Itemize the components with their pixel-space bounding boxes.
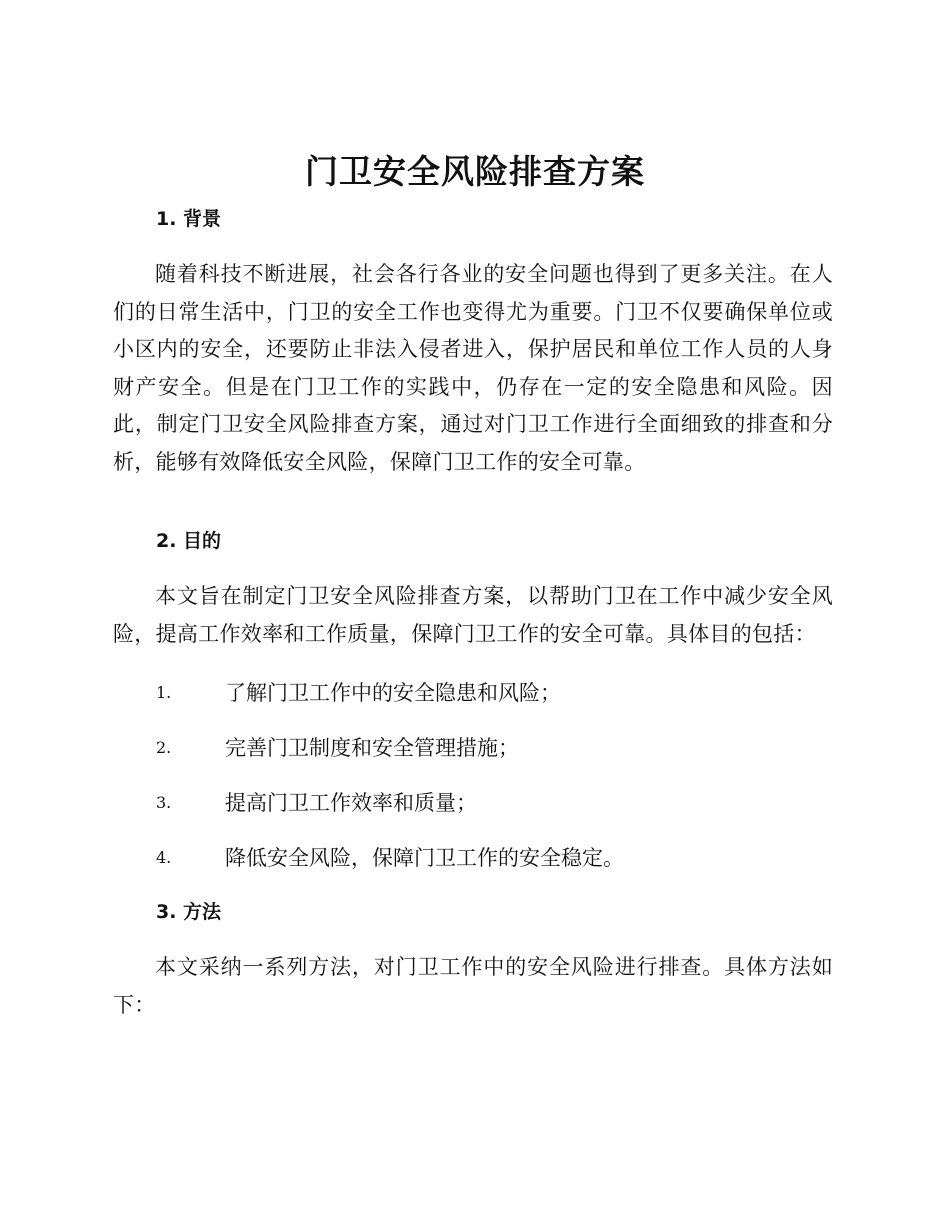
list-item-number: 4.	[156, 848, 172, 867]
list-item-text: 降低安全风险，保障门卫工作的安全稳定。	[225, 846, 624, 870]
document-title: 门卫安全风险排查方案	[305, 152, 645, 191]
section-heading-purpose: 2. 目的	[156, 530, 222, 552]
list-item-number: 2.	[156, 738, 172, 757]
list-item-number: 3.	[156, 793, 172, 812]
list-item-text: 提高门卫工作效率和质量；	[225, 791, 477, 815]
list-item	[156, 843, 836, 873]
section-heading-background: 1. 背景	[156, 208, 222, 230]
list-item	[156, 678, 836, 708]
purpose-paragraph: 本文旨在制定门卫安全风险排查方案，以帮助门卫在工作中减少安全风险，提高工作效率和工作质量，保障门卫工作的安全可靠。具体目的包括：	[113, 584, 833, 646]
list-item-number: 1.	[156, 683, 172, 702]
method-paragraph: 本文采纳一系列方法，对门卫工作中的安全风险进行排查。具体方法如下：	[113, 955, 833, 1017]
list-item	[156, 788, 836, 818]
list-item	[156, 733, 836, 763]
section-heading-method: 3. 方法	[156, 901, 222, 923]
background-paragraph: 随着科技不断进展，社会各行各业的安全问题也得到了更多关注。在人们的日常生活中，门卫的安全工作也变得尤为重要。门卫不仅要确保单位或小区内的安全，还要防止非法入侵者进入，保护居民和单位工作人员的人身财产安全。但是在门卫工作的实践中，仍存在一定的安全隐患和风险。因此，制定门卫安全风险排查方案，通过对门卫工作进行全面细致的排查和分析，能够有效降低安全风险，保障门卫工作的安全可靠。	[113, 262, 833, 474]
list-item-text: 完善门卫制度和安全管理措施；	[225, 736, 519, 760]
list-item-text: 了解门卫工作中的安全隐患和风险；	[225, 681, 561, 705]
